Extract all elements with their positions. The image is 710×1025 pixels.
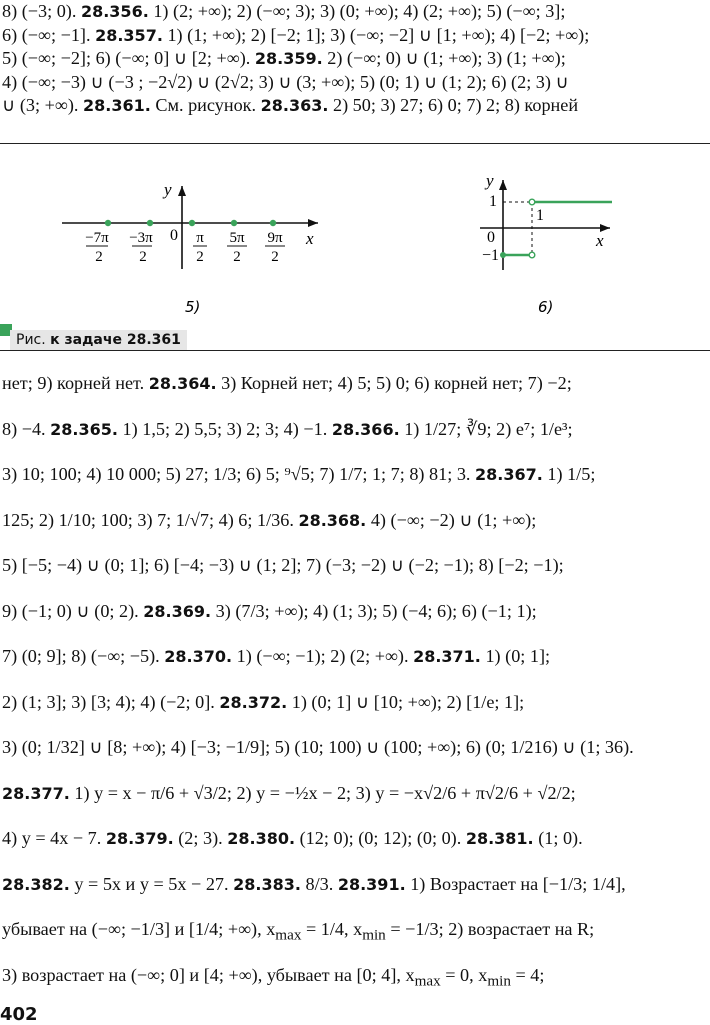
answer-line: 3) возрастает на (−∞; 0] и [4; +∞), убывает на [0; 4], $x_{max} = 0$, $x_{min} = 4$; [2, 964, 545, 990]
plot6-open-point [529, 252, 535, 258]
plot5-point [189, 220, 195, 226]
svg-text:5π: 5π [229, 230, 245, 246]
svg-text:9π: 9π [267, 230, 283, 246]
plot5-tick-label [129, 230, 153, 265]
plot5-tick-labels [85, 230, 285, 265]
svg-text:2: 2 [196, 249, 204, 265]
answer-line: 28.377. 1) y = x − π/6 + √3/2; 2) y = −½x − 2; 3) y = −x√2/6 + π√2/6 + √2/2; [2, 782, 576, 803]
answer-line: 6) (−∞; −1]. 28.357. 1) (1; +∞); 2) [−2; 1]; 3) (−∞; −2] ∪ [1; +∞); 4) [−2; +∞); [2, 24, 590, 45]
plot5-point [231, 220, 237, 226]
answer-line: 4) (−∞; −3) ∪ (−3 ; −2√2) ∪ (2√2; 3) ∪ (3; +∞); 5) (0; 1) ∪ (1; 2); 6) (2; 3) ∪ [2, 71, 569, 92]
plot6-axes [480, 180, 610, 270]
answer-line: 2) (1; 3]; 3) [3; 4); 4) (−2; 0]. 28.372. 1) (0; 1] ∪ [10; +∞); 2) [1/e; 1]; [2, 691, 525, 712]
plot6-x-label: x [596, 231, 604, 250]
caption-text: к задаче 28.361 [50, 332, 181, 348]
svg-text:2: 2 [139, 249, 147, 265]
plot6-ytick-neg1: −1 [482, 247, 500, 264]
plot6-xtick-1: 1 [536, 207, 544, 224]
plot5-tick-label [193, 230, 207, 265]
caption-prefix: Рис. [16, 332, 46, 348]
svg-text:−3π: −3π [129, 230, 153, 246]
plot5-origin: 0 [170, 227, 178, 244]
answer-line: 5) (−∞; −2]; 6) (−∞; 0] ∪ [2; +∞). 28.359. 2) (−∞; 0) ∪ (1; +∞); 3) (1; +∞); [2, 48, 566, 69]
plot5-y-label: y [164, 180, 172, 199]
plot5-x-label: x [306, 229, 314, 248]
plot5-tick-label [265, 230, 285, 265]
svg-text:π: π [196, 230, 204, 246]
answer-line: 125; 2) 1/10; 100; 3) 7; 1/√7; 4) 6; 1/36. 28.368. 4) (−∞; −2) ∪ (1; +∞); [2, 509, 537, 530]
plot5-point [105, 220, 111, 226]
plot6-origin: 0 [487, 229, 495, 246]
answer-line: 7) (0; 9]; 8) (−∞; −5). 28.370. 1) (−∞; −1); 2) (2; +∞). 28.371. 1) (0; 1]; [2, 646, 551, 666]
plot5-x-arrow [308, 219, 318, 227]
answer-line: 8) −4. 28.365. 1) 1,5; 2) 5,5; 3) 2; 3; 4) −1. 28.366. 1) 1/27; ∛9; 2) e⁷; 1/e³; [2, 418, 573, 439]
answer-line: 4) y = 4x − 7. 28.379. (2; 3). 28.380. (12; 0); (0; 12); (0; 0). 28.381. (1; 0). [2, 828, 583, 848]
answer-line: 5) [−5; −4) ∪ (0; 1]; 6) [−4; −3) ∪ (1; 2]; 7) (−3; −2) ∪ (−2; −1); 8) [−2; −1); [2, 555, 564, 575]
page-number: 402 [0, 1004, 38, 1025]
svg-text:2: 2 [271, 249, 279, 265]
plot5-tick-label [227, 230, 247, 265]
answer-line: ∪ (3; +∞). 28.361. См. рисунок. 28.363. 2) 50; 3) 27; 6) 0; 7) 2; 8) корней [2, 95, 579, 116]
figure-caption [10, 330, 187, 350]
svg-text:2: 2 [95, 249, 103, 265]
plot5-label: 5) [185, 298, 201, 316]
answer-line: 3) 10; 100; 4) 10 000; 5) 27; 1/3; 6) 5; ⁹√5; 7) 1/7; 1; 7; 8) 81; 3. 28.367. 1) 1/5; [2, 464, 596, 484]
answer-line: убывает на (−∞; −1/3] и [1/4; +∞), $x_{max} = 1/4$, $x_{min} = -1/3$; 2) возрастает на R; [2, 919, 595, 944]
figure-svg [0, 144, 710, 350]
answer-line: 28.382. y = 5x и y = 5x − 27. 28.383. 8/3. 28.391. 1) Возрастает на [−1/3; 1/4], [2, 873, 626, 894]
answer-line: 3) (0; 1/32] ∪ [8; +∞); 4) [−3; −1/9]; 5) (10; 100) ∪ (100; +∞); 6) (0; 1/216) ∪ (1; 36). [2, 737, 634, 757]
plot5-point [270, 220, 276, 226]
plot6-y-label: y [486, 171, 494, 190]
answer-line: нет; 9) корней нет. 28.364. 3) Корней нет; 4) 5; 5) 0; 6) корней нет; 7) −2; [2, 373, 572, 393]
answer-line: 8) (−3; 0). 28.356. 1) (2; +∞); 2) (−∞; 3); 3) (0; +∞); 4) (2; +∞); 5) (−∞; 3]; [2, 1, 566, 21]
plot5-y-arrow [178, 186, 186, 196]
plot6-open-point [529, 199, 535, 205]
plot6-filled-point [500, 252, 506, 258]
plot6-label: 6) [538, 298, 554, 316]
svg-text:2: 2 [233, 249, 241, 265]
figure-box [0, 143, 710, 351]
svg-text:−7π: −7π [85, 230, 109, 246]
answer-line: 9) (−1; 0) ∪ (0; 2). 28.369. 3) (7/3; +∞); 4) (1; 3); 5) (−4; 6); 6) (−1; 1); [2, 600, 537, 621]
plot5-point [147, 220, 153, 226]
plot6-ytick-1: 1 [489, 193, 497, 210]
plot6-y-arrow [499, 180, 507, 190]
plot5-tick-label [85, 230, 109, 265]
